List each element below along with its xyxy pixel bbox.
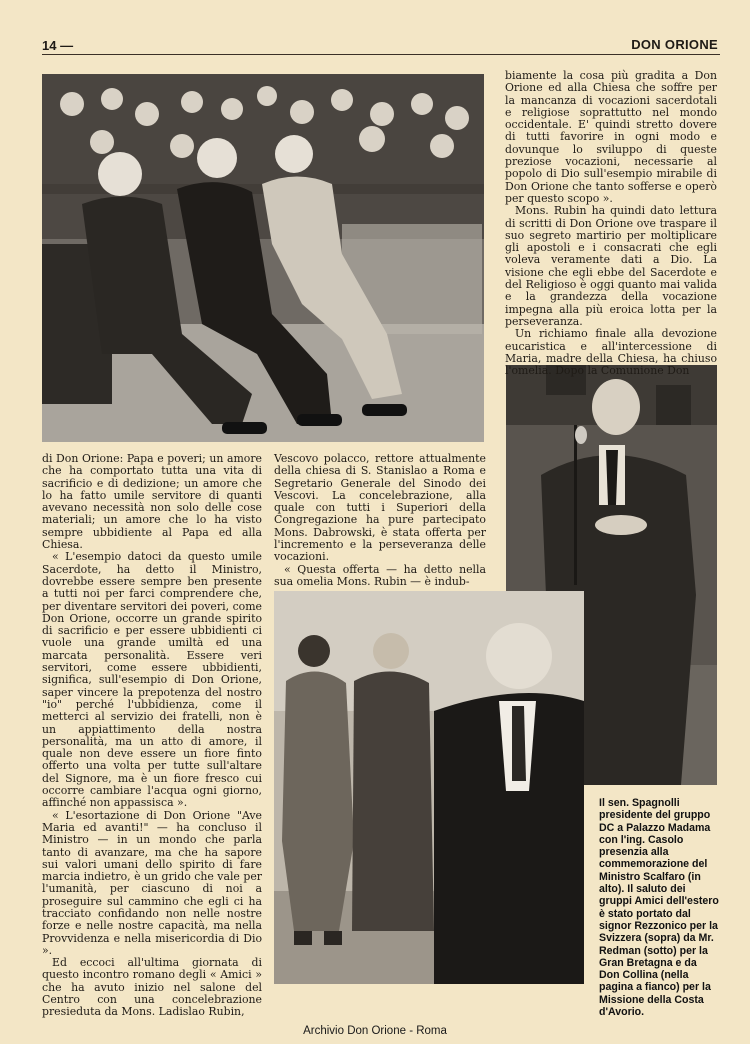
audience-photo [42,74,484,442]
painting-photo [274,591,584,984]
paragraph: « L'esortazione di Don Orione "Ave Maria ed avanti!" — ha concluso il Ministro — in un mondo che parla tanto di avanzare, ma che ha sapore sui valori umani dello spirito di fare marcia indietro, è un grido che vale per l'umanità, per ciascuno di noi a proseguire sul cammino che egli ci ha tracciato confidando non nelle nostre forze e nelle nostre capacità, ma nella Provvidenza e nella misericordia di Dio ». [42,808,262,957]
paragraph: Mons. Rubin ha quindi dato lettura di scritti di Don Orione ove traspare il suo segreto martirio per moltiplicare gli apostoli e i consacrati che egli voleva veramente dati a Dio. La visione che egli ebbe del Sacerdote e del Religioso è oggi quanto mai valida e la grandezza della vocazione impegna alla più eroica lotta per la perseveranza. [505,204,717,328]
paragraph: Un richiamo finale alla devozione eucaristica e all'intercessione di Maria, madre della Chiesa, ha chiuso l'omelia. Dopo la Comunione Don [505,327,717,378]
text-column-right [505,70,717,377]
text-column-middle [274,453,486,588]
paragraph: « Questa offerta — ha detto nella sua omelia Mons. Rubin — è indub- [274,562,486,588]
header-rule [42,54,720,55]
photo-caption: Il sen. Spagnolli presidente del gruppo DC a Palazzo Madama con l'ing. Casolo presenzia alla commemorazione del Ministro Scalfaro (in alto). Il saluto dei gruppi Amici dell'estero è stato portato dal signor Rezzonico per la Svizzera (sopra) da Mr. Redman (sotto) per la Gran Bretagna e da Don Collina (nella pagina a fianco) per la Missione della Costa d'Avorio. [599,797,719,1019]
paragraph: biamente la cosa più gradita a Don Orione ed alla Chiesa che soffre per la mancanza di vocazioni sacerdotali e religiose soprattutto nel mondo occidentale. E' quindi stretto dovere di tutti favorire in ogni modo e dovunque lo sviluppo di queste preziose vocazioni, necessarie al popolo di Dio sull'esempio mirabile di Don Orione che tanto sofferse e operò per questo scopo ». [505,69,717,205]
magazine-title: DON ORIONE [631,37,718,52]
paragraph: « L'esempio datoci da questo umile Sacerdote, ha detto il Ministro, dovrebbe essere sempre ben presente a tutti noi per farci comprendere che, per diventare servitori dei poveri, come Don Orione, occorre un grande spirito di sacrificio e per essere ubbidienti ci vuole una grande umiltà ed una marcata personalità. Essere veri servitori, come essere ubbidienti, significa, sull'esempio di Don Orione, saper vincere la prepotenza del nostro "io" perché l'ubbidienza, come il metterci al servizio dei fratelli, non è un appiattimento della nostra personalità, ma un atto di amore, il quale non deve essere un fiore finto offerto una volta per tutte sull'altare del Signore, ma è un fiore fresco cui occorre cambiare l'acqua ogni giorno, affinché non appassisca ». [42,550,262,810]
paragraph: di Don Orione: Papa e poveri; un amore che ha comportato tutta una vita di sacrificio e di dedizione; un amore che lo ha fatto umile servitore di quanti avevano necessità non solo delle cose materiali; un amore che lo ha visto sempre ubbidiente al Papa ed alla Chiesa. [42,452,262,552]
page-number: 14 — [42,38,74,53]
text-column-left [42,453,262,1019]
paragraph: Vescovo polacco, rettore attualmente della chiesa di S. Stanislao a Roma e Segretario Generale del Sinodo dei Vescovi. La concelebrazione, alla quale con tutti i Superiori della Congregazione ha pure partecipato Mons. Dabrowski, è stata offerta per l'incremento e la perseveranza delle vocazioni. [274,452,486,564]
paragraph: Ed eccoci all'ultima giornata di questo incontro romano degli « Amici » che ha avuto inizio nel salone del Centro con una concelebrazione presieduta da Mons. Ladislao Rubin, [42,956,262,1019]
archive-footer: Archivio Don Orione - Roma [303,1025,447,1037]
